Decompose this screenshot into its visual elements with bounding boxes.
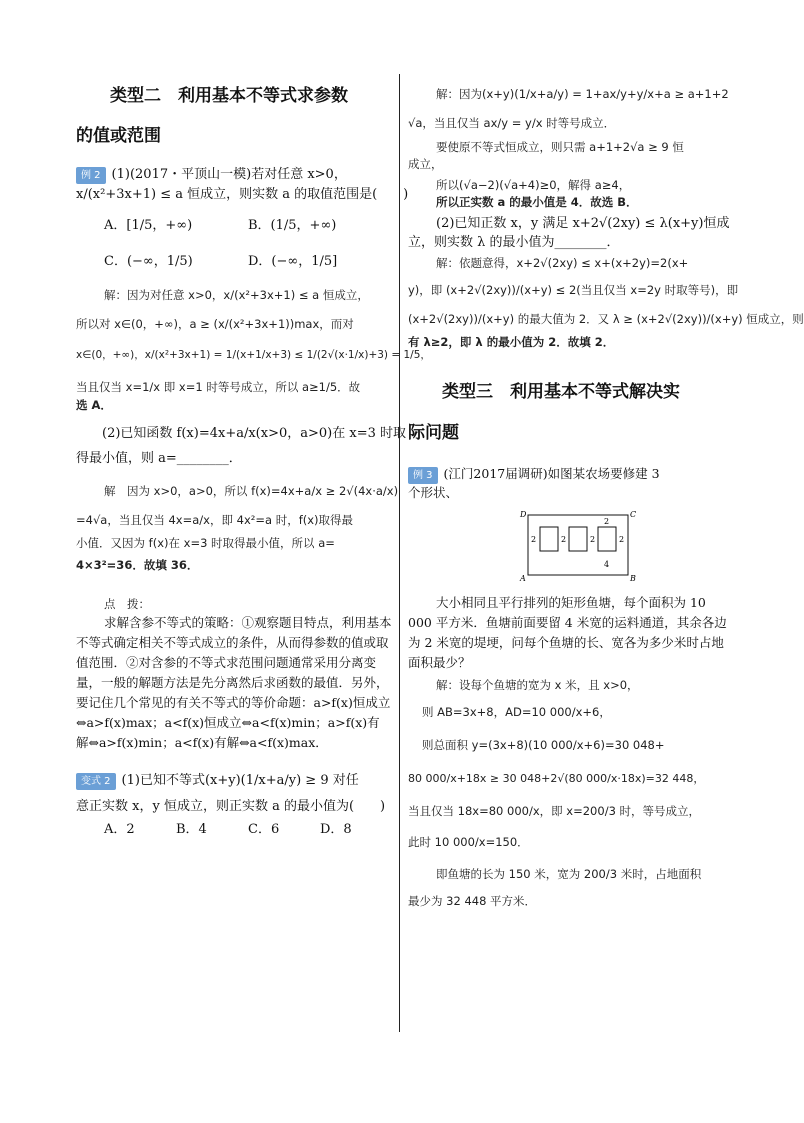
- pond-1: [540, 527, 558, 551]
- option-b: B．4: [176, 822, 207, 837]
- tip-body: 求解含参不等式的策略：①观察题目特点，利用基本不等式确定相关不等式成立的条件，从而得参数的值或取值范围．②对含参的不等式求范围问题通常采用分离变量，一般的解题方法是先分离然后求函数的最值．另外，要记住几个常见的有关不等式的等价命题：a>f(x)恒成立⇔a>f(x)max；a<f(x)恒成立⇔a<f(x)min；a>f(x)有解⇔a>f(x)min；a<f(x)有解⇔a<f(x)max．: [76, 615, 392, 750]
- example-3-solution: 此时 10 000/x=150．: [408, 835, 529, 850]
- section-heading-type2-cont: 的值或范围: [76, 125, 161, 146]
- right-column: [408, 70, 804, 910]
- gap-label: 2: [531, 534, 537, 544]
- example-badge: 例 3: [408, 467, 438, 484]
- solution-2-line: 小值．又因为 f(x)在 x=3 时取得最小值，所以 a=: [76, 536, 335, 551]
- example-3-q: (江门2017届调研)如图某农场要修建 3: [443, 465, 660, 481]
- variant-2-q1-cont: 意正实数 x，y 恒成立，则正实数 a 的最小值为( ): [76, 798, 386, 814]
- example-3-solution: 解：设每个鱼塘的宽为 x 米，且 x>0，: [436, 677, 639, 692]
- variant-solution-line: 解：因为(x+y)(1/x+a/y) = 1+ax/y+y/x+a ≥ a+1+2: [436, 87, 729, 101]
- gap-label: 4: [604, 559, 610, 569]
- options-row-2: [104, 252, 392, 272]
- example-2-q1-cont: x/(x²+3x+1) ≤ a 恒成立，则实数 a 的取值范围是( ): [76, 186, 409, 202]
- example-badge: 例 2: [76, 167, 106, 184]
- example-2-q1: (1)(2017・平顶山一模)若对任意 x>0，: [111, 167, 347, 182]
- variant-q2-line: 立，则实数 λ 的最小值为________．: [408, 235, 620, 250]
- variant-solution-line: 要使原不等式恒成立，则只需 a+1+2√a ≥ 9 恒: [436, 139, 684, 154]
- example-2-line: [76, 165, 392, 185]
- example-3-solution: 则 AB=3x+8，AD=10 000/x+6，: [422, 705, 611, 719]
- option-a: A．2: [104, 822, 135, 837]
- example-3-body: 大小相同且平行排列的矩形鱼塘，每个面积为 10 000 平方米．鱼塘前面要留 4 米宽的运料通道，其余各边为 2 米宽的堤埂，问每个鱼塘的长、宽各为多少米时占地面积最少？: [408, 594, 727, 670]
- variant-q2-solution: 解：依题意得，x+2√(2xy) ≤ x+(x+2y)=2(x+: [436, 255, 689, 270]
- solution-2-line: =4√a，当且仅当 4x=a/x，即 4x²=a 时，f(x)取得最: [76, 513, 354, 527]
- solution-1-line: 解：因为对任意 x>0，x/(x²+3x+1) ≤ a 恒成立，: [104, 288, 369, 302]
- option-c: C．(−∞，1/5): [104, 253, 193, 269]
- example-3-q-cont: 个形状、: [408, 485, 459, 500]
- option-a: A．[1/5，+∞): [104, 218, 193, 233]
- solution-1-line: 当且仅当 x=1/x 即 x=1 时等号成立，所以 a≥1/5．故: [76, 380, 361, 395]
- variant-q2-solution: y)，即 (x+2√(2xy))/(x+y) ≤ 2(当且仅当 x=2y 时取等号)，即: [408, 282, 739, 297]
- question-2-line: 得最小值，则 a=________．: [76, 451, 242, 467]
- gap-label: 2: [561, 534, 567, 544]
- example-3-conclusion: 最少为 32 448 平方米．: [408, 893, 537, 908]
- solution-1-line: x∈(0，+∞)，x/(x²+3x+1) = 1/(x+1/x+3) ≤ 1/(2√(x·1/x)+3) = 1/5，: [76, 348, 431, 361]
- variant-solution-line: √a，当且仅当 ax/y = y/x 时等号成立．: [408, 116, 616, 131]
- variant-badge: 变式 2: [76, 773, 116, 790]
- column-divider: [399, 74, 400, 1032]
- solution-1-line: 所以对 x∈(0，+∞)，a ≥ (x/(x²+3x+1))max，而对: [76, 317, 354, 332]
- tip-title: 点 拨：: [104, 596, 150, 611]
- example-3-solution: 则总面积 y=(3x+8)(10 000/x+6)=30 048+: [422, 738, 665, 753]
- gap-label: 2: [604, 516, 610, 526]
- fishpond-diagram: [518, 509, 638, 583]
- solution-2-answer: 4×3²=36．故填 36．: [76, 557, 199, 572]
- option-d: D．8: [320, 822, 352, 837]
- section-heading-type3: 类型三 利用基本不等式解决实: [442, 381, 680, 402]
- label-d: D: [520, 509, 527, 519]
- variant-options: [104, 820, 392, 840]
- option-b: B．(1/5，+∞): [248, 218, 337, 233]
- gap-label: 2: [590, 534, 596, 544]
- variant-q2-answer: 有 λ≥2，即 λ 的最小值为 2．故填 2．: [408, 335, 615, 350]
- pond-3: [598, 527, 616, 551]
- example-3-line: [408, 465, 730, 485]
- label-a: A: [520, 573, 526, 583]
- variant-solution-line: 成立，: [408, 156, 443, 171]
- solution-2-line: 解 因为 x>0，a>0，所以 f(x)=4x+a/x ≥ 2√(4x·a/x): [104, 483, 399, 498]
- label-b: B: [630, 573, 636, 583]
- variant-solution-line: 所以(√a−2)(√a+4)≥0，解得 a≥4，: [436, 178, 631, 192]
- variant-2-q1: (1)已知不等式(x+y)(1/x+a/y) ≥ 9 对任: [121, 773, 359, 788]
- section-heading-type3-cont: 际问题: [408, 423, 459, 443]
- example-3-conclusion: 即鱼塘的长为 150 米，宽为 200/3 米时，占地面积: [436, 866, 702, 881]
- example-3-solution: 80 000/x+18x ≥ 30 048+2√(80 000/x·18x)=32 448，: [408, 771, 705, 785]
- gap-label: 2: [619, 534, 625, 544]
- option-d: D．(−∞，1/5]: [248, 253, 338, 269]
- options-row-1: [104, 216, 392, 236]
- question-2-line: (2)已知函数 f(x)=4x+a/x(x>0，a>0)在 x=3 时取: [102, 425, 406, 441]
- section-heading-type2: 类型二 利用基本不等式求参数: [110, 86, 348, 106]
- outer-rect: [528, 515, 628, 575]
- variant-q2-solution: (x+2√(2xy))/(x+y) 的最大值为 2．又 λ ≥ (x+2√(2xy))/(x+y) 恒成立，则: [408, 312, 804, 326]
- variant-2-line: [76, 771, 392, 791]
- label-c: C: [630, 509, 637, 519]
- example-3-solution: 当且仅当 18x=80 000/x，即 x=200/3 时，等号成立，: [408, 804, 701, 818]
- option-c: C．6: [248, 822, 280, 837]
- variant-q2-line: (2)已知正数 x，y 满足 x+2√(2xy) ≤ λ(x+y)恒成: [436, 215, 730, 231]
- pond-2: [569, 527, 587, 551]
- variant-solution-answer: 所以正实数 a 的最小值是 4．故选 B．: [436, 195, 638, 210]
- solution-1-answer: 选 A．: [76, 397, 112, 412]
